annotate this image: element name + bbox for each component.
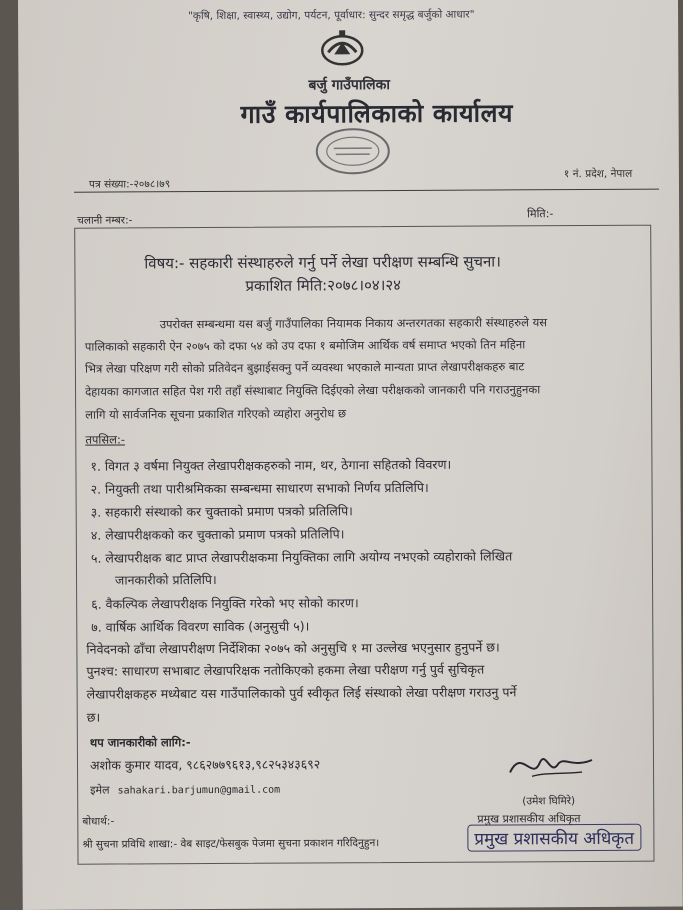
- government-emblem-icon: [318, 28, 366, 68]
- signer-role: प्रमुख प्रशासकीय अधिकृत: [477, 812, 581, 826]
- details-heading: तपसिल:-: [85, 432, 126, 447]
- list-item: ५. लेखापरीक्षक बाट प्राप्त लेखापरीक्षकमा नियुक्तिका लागि अयोग्य नभएको व्यहोराको लिखित: [90, 548, 513, 566]
- letter-page: [18, 0, 683, 910]
- office-stamp-icon: [314, 126, 392, 176]
- body-line: उपरोक्त सम्बन्धमा यस बर्जु गाउँपालिका नियामक निकाय अन्तरगतका सहकारी संस्थाहरुले यस: [159, 315, 548, 332]
- list-item: ७. वार्षिक आर्थिक विवरण साविक (अनुसुची ५)।: [91, 618, 310, 635]
- contact-email-row: [90, 782, 280, 798]
- contact-heading: थप जानकारीको लागि:-: [89, 735, 191, 750]
- reference-number: पत्र संख्या:-२०७८।७९: [88, 178, 171, 191]
- signer-role-stamp: प्रमुख प्रशासकीय अधिकृत: [467, 824, 641, 852]
- signature-icon: [502, 742, 597, 787]
- signer-name: (उमेश घिमिरे): [522, 795, 576, 808]
- email-address: sahakari.barjumun@gmail.com: [117, 784, 281, 797]
- list-item-continuation: जानकारीको प्रतिलिपि।: [114, 571, 217, 588]
- dispatch-number: चलानी नम्बर:-: [77, 214, 133, 227]
- province-label: १ नं. प्रदेश, नेपाल: [563, 167, 633, 181]
- info-heading: बोधार्थ:-: [82, 815, 115, 828]
- body-line: पालिकाको सहकारी ऐन २०७५ को दफा ५४ को उप दफा १ बमोजिम आर्थिक वर्ष समाप्त भएको तिन महिना: [84, 337, 526, 354]
- contact-name-phone: अशोक कुमार यादव, ९८६२७७९६१३,९८२५३४३६९२: [89, 756, 321, 773]
- municipality-name: बर्जु गाउँपालिका: [308, 77, 391, 94]
- list-item: १. विगत ३ वर्षमा नियुक्त लेखापरीक्षकहरुको नाम, थर, ठेगाना सहितको विवरण।: [90, 456, 452, 474]
- body-line: लागि यो सार्वजनिक सूचना प्रकाशित गरिएको व्यहोरा अनुरोध छ: [85, 406, 347, 422]
- info-line: श्री सुचना प्रविधि शाखा:- वेब साइट/फेसबुक पेजमा सुचना प्रकाशन गरिदिनुहुन।: [82, 837, 380, 851]
- office-name: गाउँ कार्यपालिकाको कार्यालय: [240, 98, 514, 129]
- body-line: भित्र लेखा परिक्षण गरी सोको प्रतिवेदन बुझाईसक्नु पर्ने व्यवस्था भएकाले मान्यता प्राप्त लेखापरीक्षकहरु बाट: [84, 359, 525, 376]
- list-item: ४. लेखापरीक्षकको कर चुक्ताको प्रमाण पत्रको प्रतिलिपि।: [90, 526, 345, 543]
- note-line: निवेदनको ढाँचा लेखापरीक्षण निर्देशिका २०७५ को अनुसुचि १ मा उल्लेख भएनुसार हुनुपर्ने छ।: [86, 639, 500, 657]
- list-item: ६. वैकल्पिक लेखापरीक्षक नियुक्ति गरेको भए सोको कारण।: [91, 595, 359, 612]
- published-date: प्रकाशित मिति:२०७८।०४।२४: [245, 275, 402, 295]
- list-item: ३. सहकारी संस्थाको कर चुक्ताको प्रमाण पत्रको प्रतिलिपि।: [90, 503, 353, 520]
- notice-subject: विषय:- सहकारी संस्थाहरुले गर्नु पर्ने लेखा परीक्षण सम्बन्धि सुचना।: [144, 252, 501, 273]
- list-item: २. नियुक्ती तथा पारीश्रमिकका सम्बन्धमा साधारण सभाको निर्णय प्रतिलिपि।: [90, 479, 429, 497]
- motto: "कृषि, शिक्षा, स्वास्थ्य, उद्योग, पर्यटन, पूर्वाधार: सुन्दर समृद्ध बर्जुको आधार": [188, 8, 475, 23]
- note-line: छ।: [86, 709, 101, 725]
- body-line: देहायका कागजात सहित पेश गरी तहाँ संस्थाबाट नियुक्ति दिईएको लेखा परीक्षकको जानकारी पनि गराउनुहुनका: [85, 382, 541, 399]
- note-line: पुनश्च: साधारण सभाबाट लेखापरिक्षक नतोकिएको हकमा लेखा परीक्षण गर्नु पुर्व सुचिकृत: [86, 661, 485, 679]
- note-line: लेखापरीक्षकहरु मध्येबाट यस गाउँपालिकाको पुर्व स्वीकृत लिई संस्थाको लेखा परीक्षण गराउनु पर्ने: [86, 684, 517, 702]
- date-label: मिति:-: [527, 207, 554, 221]
- email-label: इमेल: [90, 783, 110, 797]
